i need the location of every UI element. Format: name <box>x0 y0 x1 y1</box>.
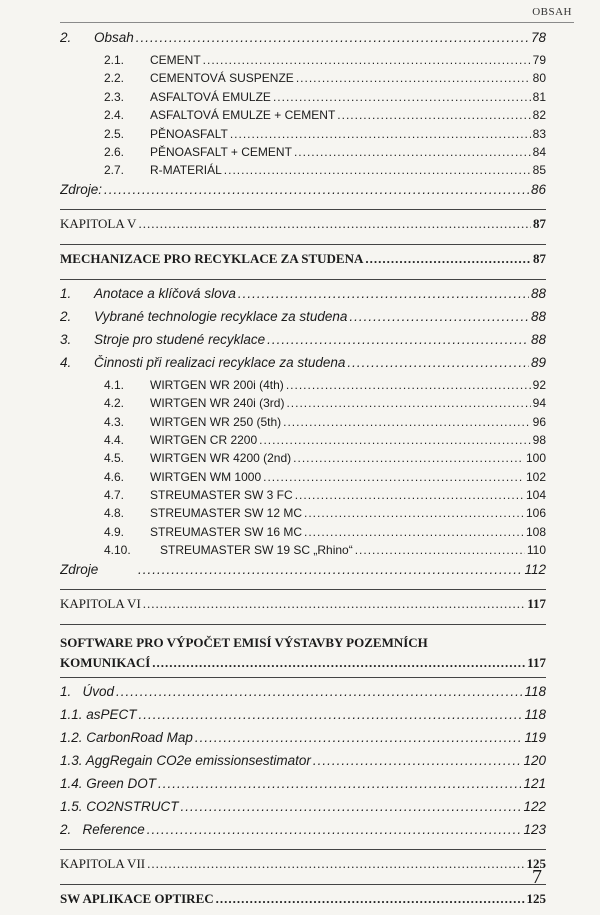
toc-entry-page: 88 <box>530 331 546 347</box>
toc-entry-label: 2. Reference <box>60 821 145 837</box>
toc-subentry-page: 92 <box>532 377 546 392</box>
toc-subentry-label: CEMENT <box>150 53 201 67</box>
toc-entry-page: 122 <box>523 798 546 814</box>
leader-dots <box>259 433 531 447</box>
chapter-title: MECHANIZACE PRO RECYKLACE ZA STUDENA <box>60 250 364 266</box>
page-number: 7 <box>532 866 542 888</box>
leader-dots <box>296 71 531 85</box>
toc-subentry[interactable] <box>60 525 546 543</box>
toc-subentry[interactable] <box>60 415 546 433</box>
toc-subentry[interactable] <box>60 543 546 561</box>
toc-subentry[interactable] <box>60 71 546 89</box>
toc-subentry-number: 2.1. <box>104 53 125 67</box>
toc-subentry-page: 81 <box>532 89 546 104</box>
toc-subentry-number: 4.7. <box>104 488 125 503</box>
toc-subentry-number: 2.5. <box>104 126 125 141</box>
toc-entry-number: 2. <box>60 30 72 45</box>
toc-entry[interactable] <box>60 822 546 845</box>
toc-subentry-page: 110 <box>526 543 546 558</box>
toc-subentry-page: 102 <box>525 469 546 484</box>
toc-entry[interactable] <box>60 286 546 309</box>
leader-dots <box>136 30 529 45</box>
toc-subentry-label: WIRTGEN WM 1000 <box>150 469 262 484</box>
leader-dots <box>263 470 524 484</box>
chapter-title-page: 117 <box>527 654 546 670</box>
toc-subentry-number: 2.7. <box>104 163 125 178</box>
toc-subentry[interactable] <box>60 378 546 396</box>
toc-subentry-number: 4.9. <box>104 524 125 539</box>
chapter-title-line-1: SOFTWARE PRO VÝPOČET EMISÍ VÝSTAVBY POZEMNÍCH <box>60 634 428 650</box>
toc-subentry-page: 82 <box>532 108 546 123</box>
toc-subentry[interactable] <box>60 145 546 163</box>
toc-entry[interactable] <box>60 730 546 753</box>
toc-entry-page: 118 <box>524 706 546 722</box>
toc-chapter-5-title[interactable] <box>60 251 546 275</box>
toc-subentry-number: 4.4. <box>104 432 125 447</box>
chapter-label: KAPITOLA VI <box>60 595 141 611</box>
toc-subentry-label: WIRTGEN CR 2200 <box>150 432 258 447</box>
chapter-title-line-2: KOMUNIKACÍ <box>60 654 151 670</box>
toc-entry[interactable] <box>60 776 546 799</box>
leader-dots <box>304 506 524 520</box>
toc-subentry-number: 2.4. <box>104 108 125 123</box>
leader-dots <box>304 525 524 539</box>
chapter-title: SW APLIKACE OPTIREC <box>60 890 214 906</box>
toc-subentry-page: 80 <box>532 71 546 86</box>
leader-dots <box>283 415 531 429</box>
toc-entry[interactable] <box>60 332 546 355</box>
chapter-title-page: 125 <box>526 890 546 906</box>
toc-subentry-number: 2.2. <box>104 71 125 86</box>
toc-entry-section-2[interactable] <box>60 30 546 53</box>
toc-subentry-label: ASFALTOVÁ EMULZE <box>150 89 271 104</box>
toc-subentry-page: 104 <box>525 488 546 503</box>
toc-subentry[interactable] <box>60 396 546 414</box>
toc-entry-label: Obsah <box>94 30 134 45</box>
leader-dots <box>181 799 522 814</box>
chapter-page: 117 <box>527 595 546 611</box>
toc-entry[interactable] <box>60 309 546 332</box>
toc-subentry-number: 4.3. <box>104 414 125 429</box>
toc-subentry-label: STREUMASTER SW 12 MC <box>150 506 303 521</box>
divider <box>60 624 546 625</box>
toc-chapter-5[interactable] <box>60 216 546 240</box>
toc-entry-page: 89 <box>530 354 546 370</box>
toc-entry-number: 3. <box>60 331 72 347</box>
toc-subentry-page: 84 <box>532 144 546 159</box>
toc-subentry-label: R-MATERIÁL <box>150 163 222 178</box>
chapter-label: KAPITOLA V <box>60 215 137 231</box>
toc-subentry-page: 83 <box>532 126 546 141</box>
toc-entry-number: 2. <box>60 308 72 324</box>
leader-dots <box>195 730 523 745</box>
toc-entry-label: Anotace a klíčová slova <box>94 285 236 301</box>
toc-entry[interactable] <box>60 799 546 822</box>
leader-dots <box>238 286 529 301</box>
toc-entry-page: 118 <box>524 683 546 699</box>
toc-entry-number: 1. <box>60 285 72 301</box>
leader-dots <box>267 332 529 347</box>
toc-subentry-label: ASFALTOVÁ EMULZE + CEMENT <box>150 108 336 123</box>
toc-subentry-number: 2.6. <box>104 144 125 159</box>
toc-subentry[interactable] <box>60 433 546 451</box>
toc-subentry[interactable] <box>60 488 546 506</box>
running-header: OBSAH <box>532 6 572 18</box>
toc-entry-page: 121 <box>523 775 546 791</box>
toc-subentry-label: WIRTGEN WR 4200 (2nd) <box>150 451 292 466</box>
leader-dots <box>203 53 531 67</box>
toc-entry-page: 78 <box>530 30 546 45</box>
toc-subentry[interactable] <box>60 163 546 181</box>
leader-dots <box>216 891 525 907</box>
toc-subentry[interactable] <box>60 127 546 145</box>
divider <box>60 589 546 590</box>
toc-entry-label: Činnosti při realizaci recyklace za studena <box>94 354 346 370</box>
leader-dots <box>116 684 522 699</box>
toc-subentry-number: 4.6. <box>104 469 125 484</box>
toc-subentry-number: 4.2. <box>104 396 125 411</box>
leader-dots <box>273 90 531 104</box>
toc-subentry-label: STREUMASTER SW 3 FC <box>150 488 293 503</box>
toc-subentry[interactable] <box>60 90 546 108</box>
chapter-page: 87 <box>533 215 546 231</box>
toc-entry-page: 120 <box>523 752 546 768</box>
toc-entry-zdroje[interactable] <box>60 562 546 585</box>
toc-chapter-7[interactable] <box>60 856 546 880</box>
leader-dots <box>230 127 531 141</box>
toc-subentry-label: WIRTGEN WR 200i (4th) <box>150 377 284 392</box>
toc-subentry[interactable] <box>60 470 546 488</box>
toc-entry-zdroje[interactable] <box>60 182 546 205</box>
toc-subentry-label: STREUMASTER SW 16 MC <box>150 524 303 539</box>
toc-subentry-label: CEMENTOVÁ SUSPENZE <box>150 71 294 86</box>
toc-subentry-page: 85 <box>532 163 546 178</box>
toc-subentry[interactable] <box>60 108 546 126</box>
toc-subentry-label: PĚNOASFALT <box>150 126 228 141</box>
toc-subentry[interactable] <box>60 451 546 469</box>
toc-entry-page: 88 <box>530 308 546 324</box>
table-of-contents <box>60 30 546 915</box>
toc-entry[interactable] <box>60 753 546 776</box>
toc-subentry-page: 96 <box>532 414 546 429</box>
leader-dots <box>295 488 524 502</box>
toc-subentry[interactable] <box>60 53 546 71</box>
toc-entry[interactable] <box>60 684 546 707</box>
leader-dots <box>147 856 524 872</box>
header-rule <box>60 22 574 23</box>
leader-dots <box>224 163 531 177</box>
leader-dots <box>104 182 529 197</box>
leader-dots <box>138 562 522 577</box>
toc-entry-label: 1.2. CarbonRoad Map <box>60 729 193 745</box>
chapter-page: 125 <box>526 855 546 871</box>
toc-subentry-page: 106 <box>525 506 546 521</box>
toc-entry-label: 1.4. Green DOT <box>60 775 157 791</box>
toc-subentry-label: WIRTGEN WR 240i (3rd) <box>150 396 285 411</box>
toc-entry-label: 1.1. asPECT <box>60 706 137 722</box>
divider <box>60 209 546 210</box>
toc-entry-page: 119 <box>524 729 546 745</box>
toc-chapter-6[interactable] <box>60 596 546 620</box>
toc-entry-page: 88 <box>530 285 546 301</box>
toc-chapter-7-title[interactable] <box>60 891 546 915</box>
toc-entry-number: 4. <box>60 354 72 370</box>
toc-entry-label: 1. Úvod <box>60 683 115 699</box>
divider <box>60 244 546 245</box>
toc-subentry-number: 4.8. <box>104 506 125 521</box>
leader-dots <box>347 355 529 370</box>
leader-dots <box>286 378 531 392</box>
toc-subentry-number: 2.3. <box>104 89 125 104</box>
leader-dots <box>293 451 524 465</box>
toc-subentry-page: 94 <box>532 396 546 411</box>
toc-subentry-label: PĚNOASFALT + CEMENT <box>150 144 292 159</box>
toc-entry[interactable] <box>60 355 546 378</box>
toc-entry-label: 1.5. CO2NSTRUCT <box>60 798 179 814</box>
leader-dots <box>313 753 522 768</box>
toc-entry-label: Vybrané technologie recyklace za studena <box>94 308 348 324</box>
toc-entry-label: 1.3. AggRegain CO2e emissionsestimator <box>60 752 311 768</box>
leader-dots <box>349 309 529 324</box>
toc-subentry[interactable] <box>60 506 546 524</box>
toc-entry-label: Zdroje: <box>60 181 103 197</box>
toc-entry-page: 86 <box>530 181 546 197</box>
leader-dots <box>152 653 525 673</box>
section-4-subitems <box>60 378 546 562</box>
leader-dots <box>365 251 531 267</box>
leader-dots <box>286 396 530 410</box>
divider <box>60 884 546 885</box>
toc-subentry-number: 4.5. <box>104 451 125 466</box>
chapter-label: KAPITOLA VII <box>60 855 146 871</box>
leader-dots <box>138 216 531 232</box>
toc-subentry-label: WIRTGEN WR 250 (5th) <box>150 414 282 429</box>
leader-dots <box>158 776 521 791</box>
toc-entry-page: 123 <box>523 821 546 837</box>
toc-subentry-label: STREUMASTER SW 19 SC „Rhino“ <box>160 543 353 558</box>
toc-entry-page: 112 <box>524 561 546 577</box>
toc-subentry-page: 98 <box>532 432 546 447</box>
divider <box>60 849 546 850</box>
leader-dots <box>139 707 523 722</box>
toc-entry-label: Stroje pro studené recyklace <box>94 331 266 347</box>
leader-dots <box>337 108 530 122</box>
toc-subentry-page: 100 <box>525 451 546 466</box>
toc-subentry-number: 4.10. <box>104 543 131 558</box>
toc-entry-label: Zdroje <box>60 561 99 577</box>
leader-dots <box>147 822 522 837</box>
leader-dots <box>143 596 525 612</box>
leader-dots <box>355 543 525 557</box>
chapter-title-page: 87 <box>533 250 546 266</box>
toc-subentry-number: 4.1. <box>104 377 125 392</box>
toc-subentry-page: 108 <box>525 524 546 539</box>
leader-dots <box>294 145 531 159</box>
section-2-subitems <box>60 53 546 182</box>
toc-entry[interactable] <box>60 707 546 730</box>
toc-chapter-6-title[interactable] <box>60 633 546 673</box>
toc-subentry-page: 79 <box>532 53 546 67</box>
